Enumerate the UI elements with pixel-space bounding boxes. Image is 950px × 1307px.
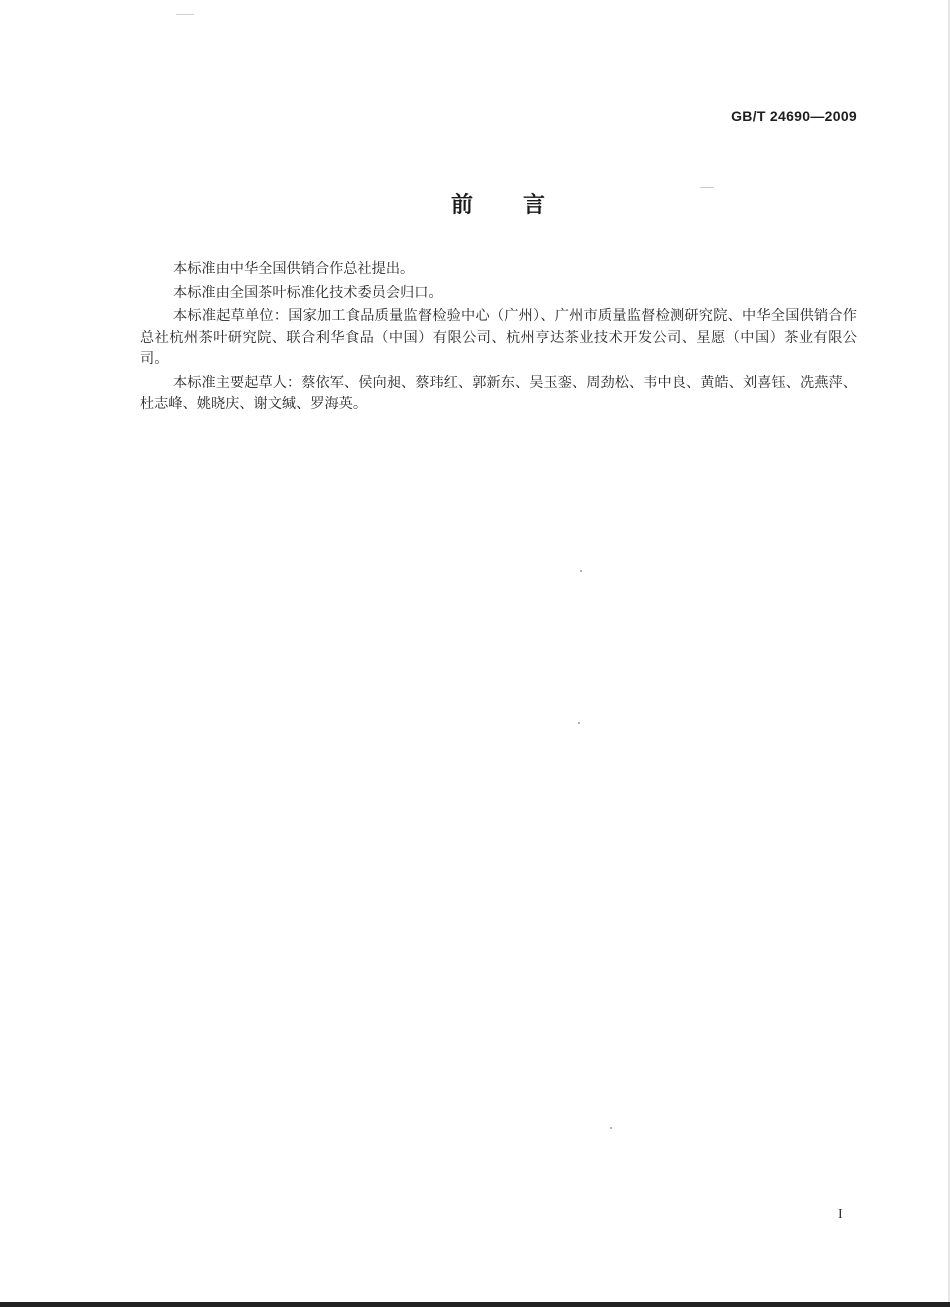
page-number: I bbox=[838, 1207, 843, 1222]
paragraph-proposer: 本标准由中华全国供销合作总社提出。 bbox=[173, 261, 415, 277]
scan-speck bbox=[610, 1127, 612, 1129]
paragraph-centralized-by: 本标准由全国茶叶标准化技术委员会归口。 bbox=[173, 284, 443, 301]
scan-bottom-edge bbox=[0, 1302, 950, 1307]
scan-speck bbox=[578, 722, 580, 724]
standard-number: GB/T 24690—2009 bbox=[731, 108, 857, 124]
scan-speck bbox=[176, 14, 194, 15]
paragraph-main-drafters: 本标准主要起草人：蔡依军、侯向昶、蔡玮红、郭新东、吴玉銮、周劲松、韦中良、黄皓、刘喜钰、冼燕萍、杜志峰、姚晓庆、谢文缄、罗海英。 bbox=[140, 374, 857, 412]
page-title bbox=[0, 188, 950, 219]
scan-speck bbox=[580, 570, 582, 572]
scan-speck bbox=[700, 187, 714, 188]
foreword-body bbox=[140, 259, 857, 418]
paragraph-drafting-units: 本标准起草单位：国家加工食品质量监督检验中心（广州）、广州市质量监督检测研究院、中华全国供销合作总社杭州茶叶研究院、联合利华食品（中国）有限公司、杭州亨达茶业技术开发公司、星愿（中国）茶业有限公司。 bbox=[140, 308, 857, 367]
title-char-1: 前 bbox=[450, 193, 473, 218]
title-char-2: 言 bbox=[523, 193, 546, 218]
